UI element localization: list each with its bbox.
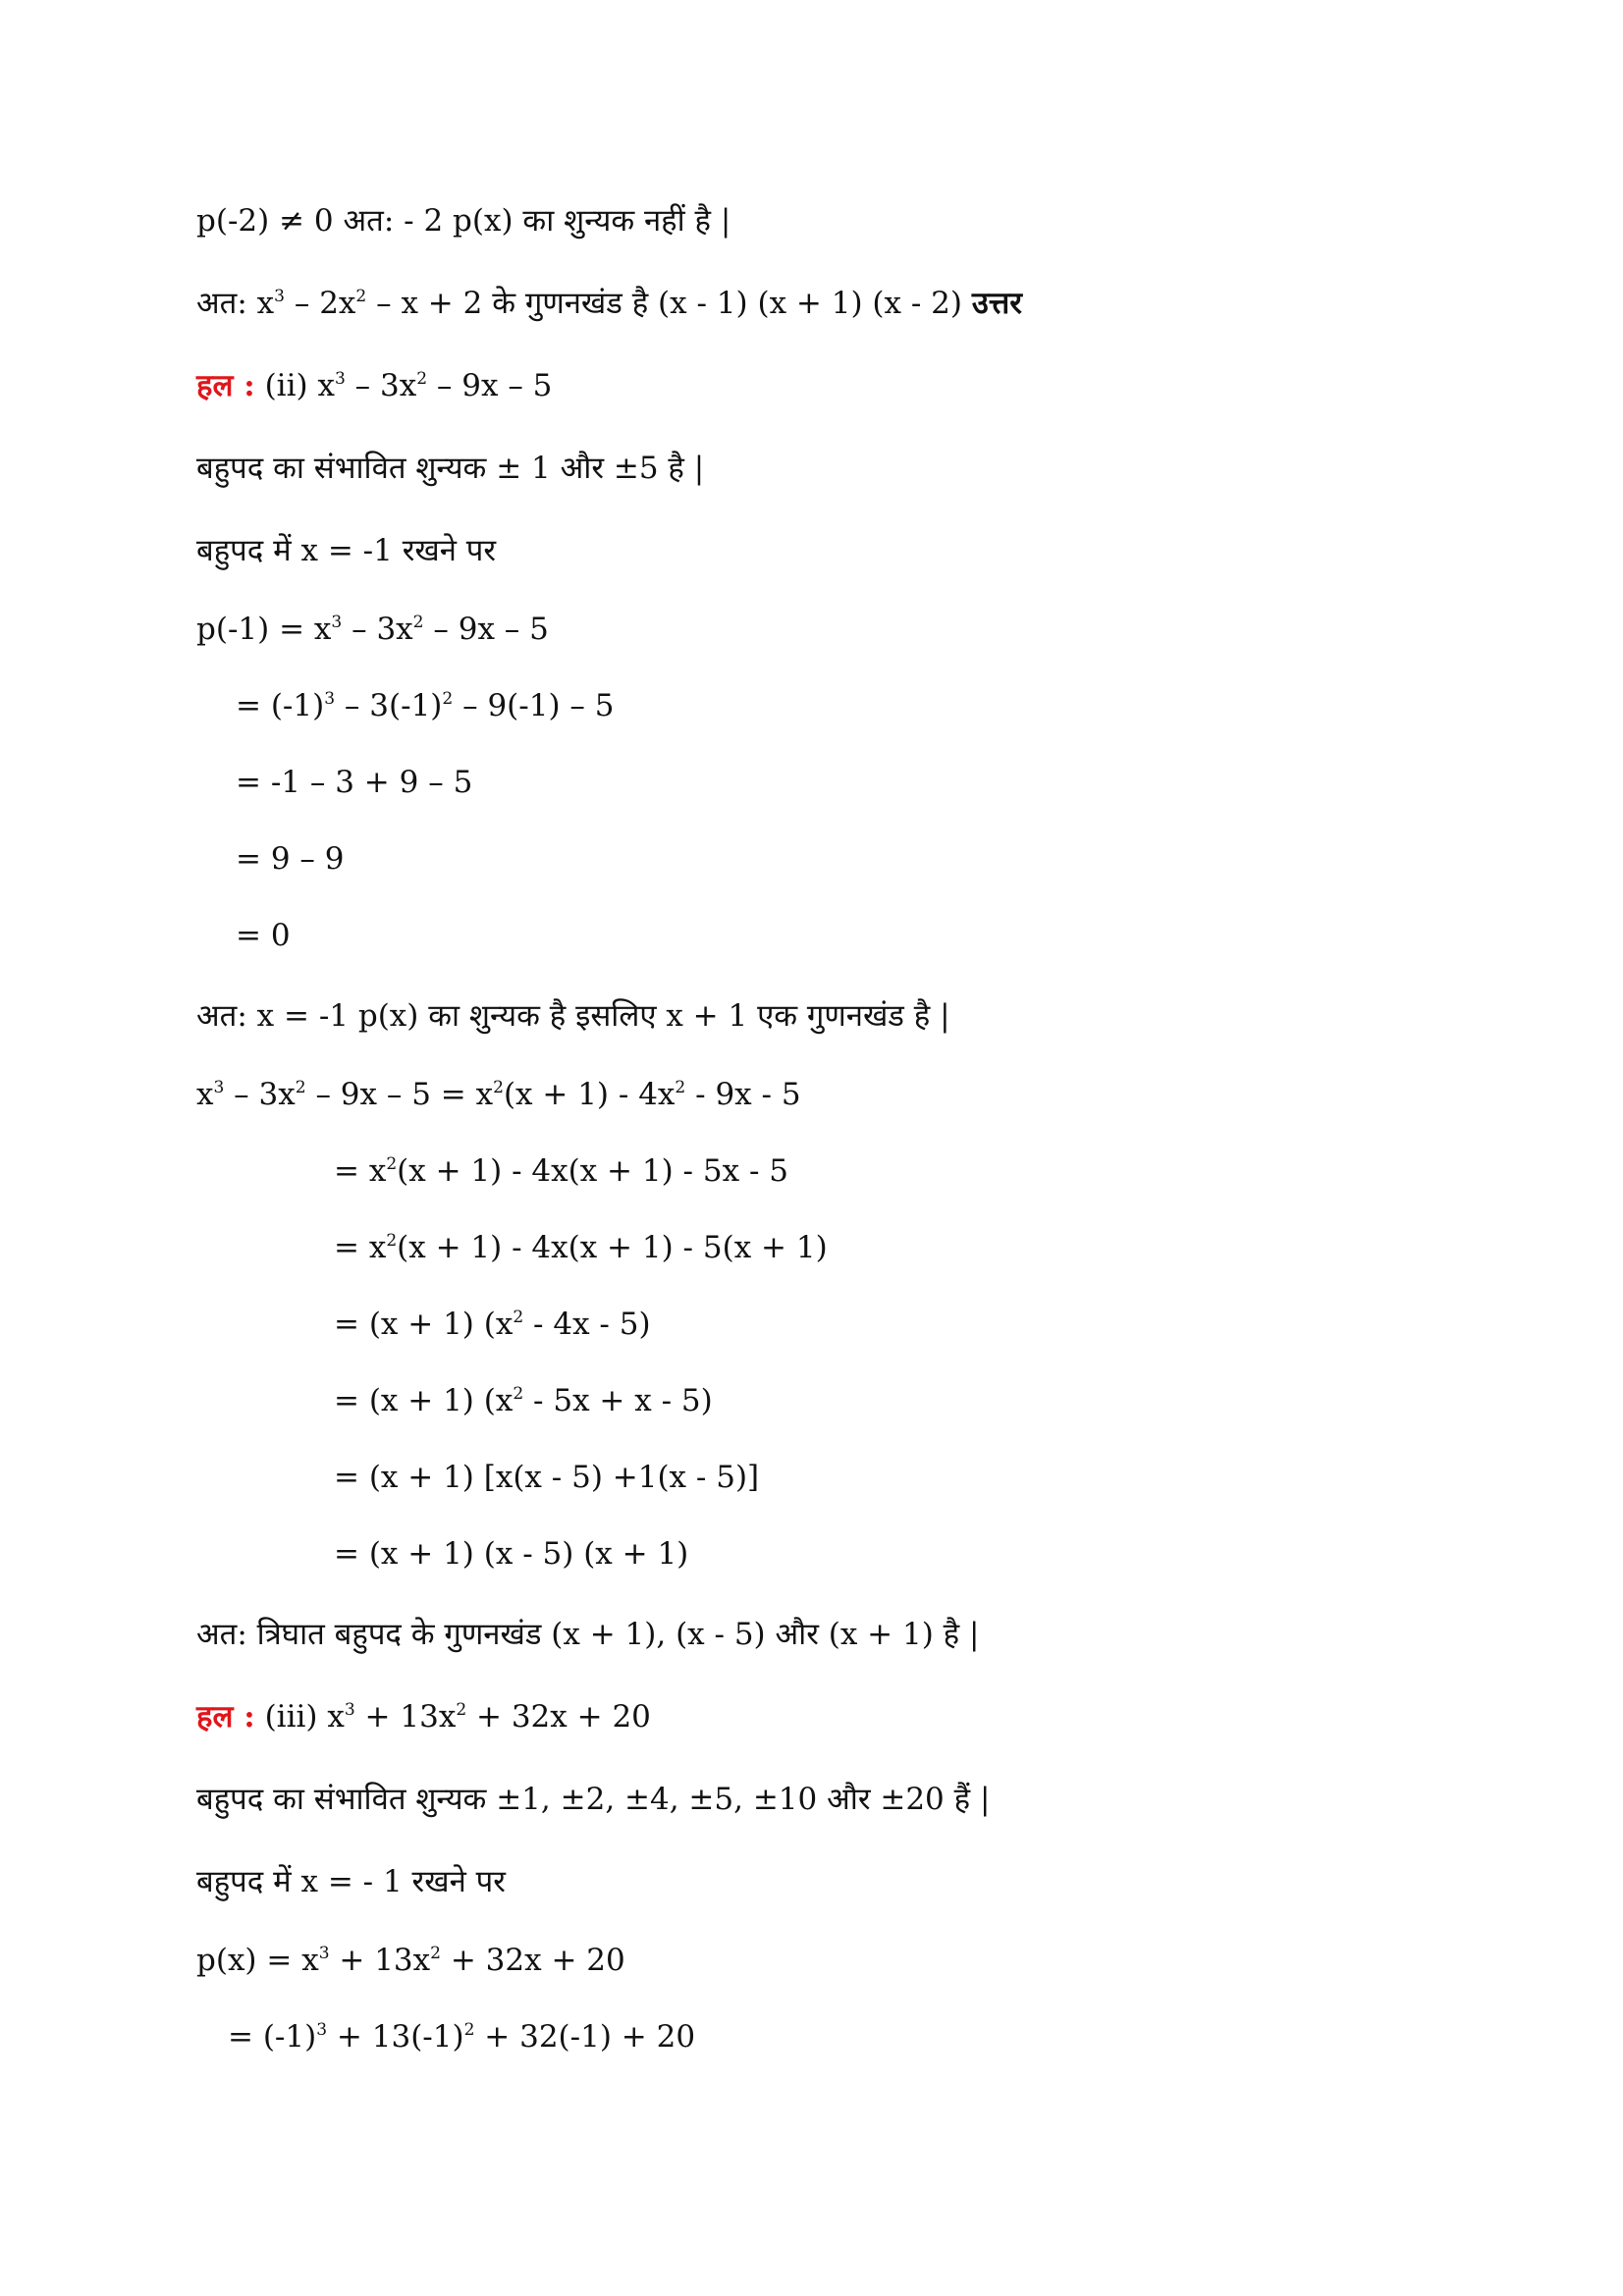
text-segment: – 9x – 5 bbox=[423, 612, 549, 647]
solution-label: हल : bbox=[196, 1699, 255, 1735]
exponent: 3 bbox=[324, 689, 336, 710]
exponent: 2 bbox=[412, 613, 424, 633]
solution-heading bbox=[196, 1699, 651, 1735]
equation-line bbox=[228, 2019, 696, 2055]
text-segment: p(-2) ≠ 0 अत: - 2 p(x) का शुन्यक नहीं है | bbox=[196, 203, 731, 239]
exponent: 2 bbox=[513, 1308, 524, 1328]
equation-line bbox=[236, 765, 473, 800]
text-segment: – 2x bbox=[284, 286, 356, 321]
text-segment: – 9x – 5 = x bbox=[305, 1077, 494, 1112]
equation-line bbox=[334, 1536, 689, 1572]
text-segment: p(-1) = x bbox=[196, 612, 332, 647]
text-segment: बहुपद में x = -1 रखने पर bbox=[196, 533, 497, 568]
text-segment: (x + 1) - 4x(x + 1) - 5(x + 1) bbox=[397, 1230, 828, 1265]
text-segment: (iii) x bbox=[254, 1699, 345, 1735]
text-segment: + 13(-1) bbox=[327, 2019, 464, 2055]
exponent: 3 bbox=[316, 2020, 328, 2041]
equation-line bbox=[196, 1943, 625, 1978]
text-segment: + 13x bbox=[329, 1943, 431, 1978]
text-segment: + 13x bbox=[354, 1699, 457, 1735]
exponent: 2 bbox=[386, 1231, 398, 1252]
text-segment: = x bbox=[334, 1153, 387, 1189]
exponent: 3 bbox=[318, 1944, 330, 1964]
text-segment: = 0 bbox=[236, 918, 291, 953]
text-line bbox=[196, 203, 731, 239]
text-segment: = (x + 1) (x bbox=[334, 1383, 514, 1418]
equation-line bbox=[196, 1077, 801, 1112]
text-segment: (x + 1) - 4x bbox=[503, 1077, 676, 1112]
solution-label: हल : bbox=[196, 368, 255, 403]
exponent: 2 bbox=[430, 1944, 441, 1964]
text-segment: = (x + 1) (x - 5) (x + 1) bbox=[334, 1536, 689, 1572]
text-line bbox=[196, 998, 950, 1034]
text-line bbox=[196, 1782, 991, 1817]
text-segment: + 32(-1) + 20 bbox=[474, 2019, 696, 2055]
text-segment: – 3x bbox=[345, 368, 417, 403]
text-segment: – 9x – 5 bbox=[427, 368, 553, 403]
text-segment: बहुपद में x = - 1 रखने पर bbox=[196, 1864, 506, 1899]
text-segment: - 9x - 5 bbox=[685, 1077, 801, 1112]
exponent: 2 bbox=[386, 1154, 398, 1175]
exponent: 2 bbox=[456, 1700, 467, 1721]
text-segment: – 3(-1) bbox=[335, 688, 443, 723]
exponent: 3 bbox=[331, 613, 343, 633]
exponent: 2 bbox=[416, 369, 428, 390]
text-segment: बहुपद का संभावित शुन्यक ± 1 और ±5 है | bbox=[196, 451, 705, 486]
text-line bbox=[196, 533, 497, 568]
text-segment: अत: x bbox=[196, 286, 275, 321]
equation-line bbox=[196, 614, 549, 645]
text-segment: = x bbox=[334, 1230, 387, 1265]
exponent: 3 bbox=[274, 287, 285, 307]
text-line bbox=[196, 451, 705, 486]
text-segment: – x + 2 के गुणनखंड है (x - 1) (x + 1) (x - 2) bbox=[366, 286, 972, 321]
text-segment: – 3x bbox=[342, 612, 413, 647]
text-segment: बहुपद का संभावित शुन्यक ±1, ±2, ±4, ±5, ±10 और ±20 हैं | bbox=[196, 1782, 991, 1817]
exponent: 3 bbox=[344, 1700, 355, 1721]
text-segment: + 32x + 20 bbox=[441, 1943, 625, 1978]
text-segment: अत: त्रिघात बहुपद के गुणनखंड (x + 1), (x - 5) और (x + 1) है | bbox=[196, 1617, 980, 1652]
text-segment: - 5x + x - 5) bbox=[523, 1383, 713, 1418]
text-segment: = (x + 1) (x bbox=[334, 1307, 514, 1342]
equation-line bbox=[334, 1153, 788, 1189]
exponent: 3 bbox=[213, 1078, 225, 1098]
text-segment: - 4x - 5) bbox=[523, 1307, 651, 1342]
text-segment: x bbox=[196, 1077, 214, 1112]
text-segment: = 9 – 9 bbox=[236, 841, 345, 877]
equation-line bbox=[334, 1383, 713, 1418]
text-segment: + 32x + 20 bbox=[466, 1699, 651, 1735]
text-segment: = -1 – 3 + 9 – 5 bbox=[236, 765, 473, 800]
exponent: 2 bbox=[355, 287, 367, 307]
text-line bbox=[196, 1617, 980, 1652]
exponent: 3 bbox=[334, 369, 346, 390]
exponent: 2 bbox=[513, 1384, 524, 1405]
exponent: 2 bbox=[463, 2020, 475, 2041]
equation-line bbox=[236, 841, 345, 877]
equation-line bbox=[334, 1309, 651, 1340]
solution-heading bbox=[196, 368, 553, 403]
exponent: 2 bbox=[442, 689, 454, 710]
text-segment: = (-1) bbox=[236, 688, 325, 723]
equation-line bbox=[236, 688, 615, 723]
answer-label: उत्तर bbox=[971, 286, 1022, 321]
text-segment: अत: x = -1 p(x) का शुन्यक है इसलिए x + 1 एक गुणनखंड है | bbox=[196, 998, 950, 1034]
text-segment: = (x + 1) [x(x - 5) +1(x - 5)] bbox=[334, 1460, 760, 1495]
exponent: 2 bbox=[295, 1078, 306, 1098]
text-segment: (x + 1) - 4x(x + 1) - 5x - 5 bbox=[397, 1153, 788, 1189]
equation-line bbox=[236, 918, 291, 953]
text-segment: p(x) = x bbox=[196, 1943, 319, 1978]
text-segment: = (-1) bbox=[228, 2019, 317, 2055]
text-segment: – 3x bbox=[224, 1077, 296, 1112]
text-line bbox=[196, 286, 1022, 321]
exponent: 2 bbox=[493, 1078, 504, 1098]
text-line bbox=[196, 1864, 506, 1899]
text-segment: (ii) x bbox=[254, 368, 335, 403]
equation-line bbox=[334, 1230, 828, 1265]
exponent: 2 bbox=[675, 1078, 686, 1098]
equation-line bbox=[334, 1460, 760, 1495]
text-segment: – 9(-1) – 5 bbox=[453, 688, 615, 723]
